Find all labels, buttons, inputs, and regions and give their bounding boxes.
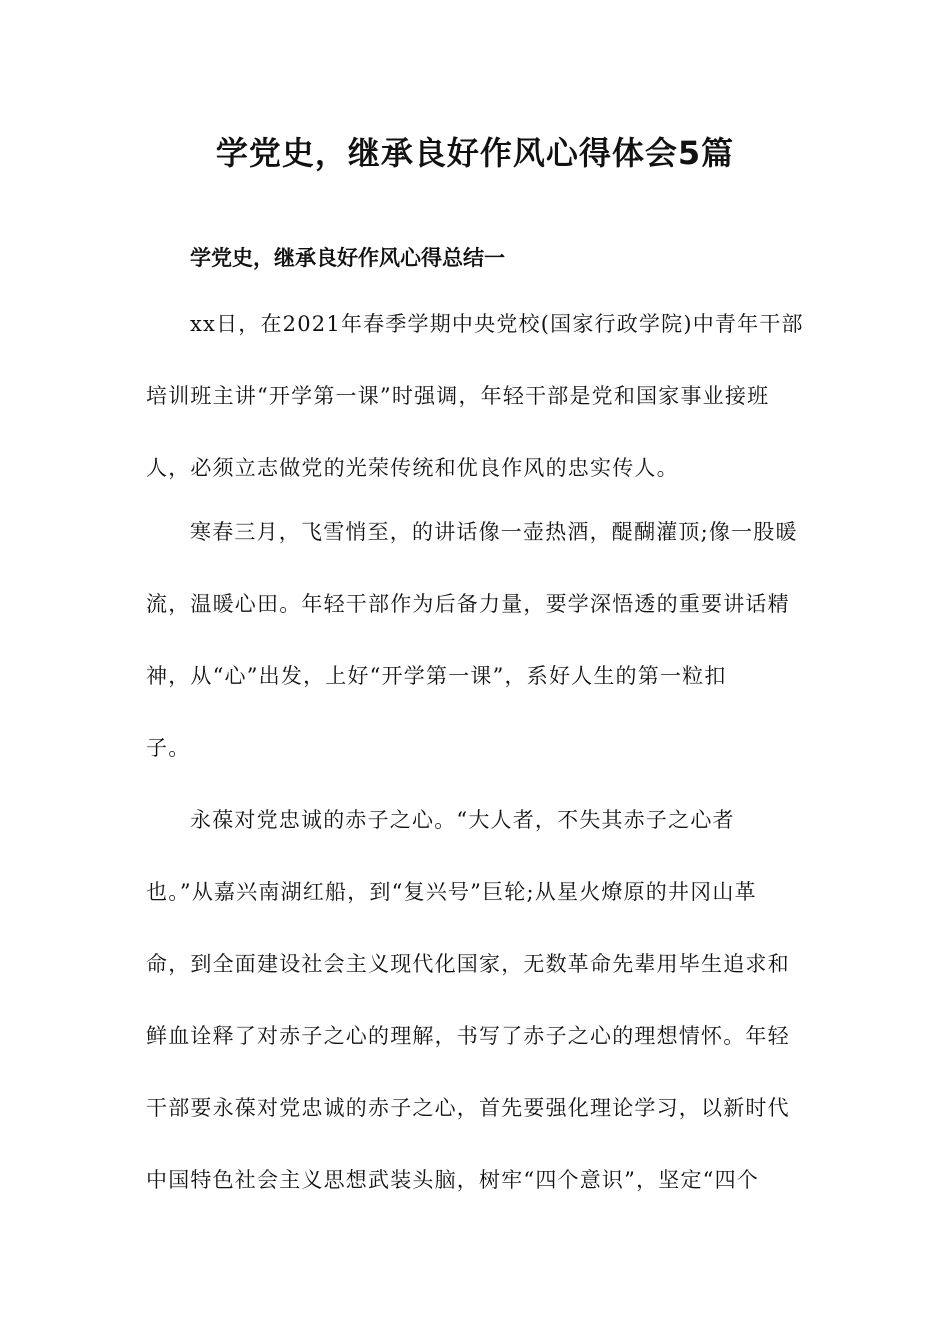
paragraph-line: 也。”从嘉兴南湖红船，到“复兴号”巨轮;从星火燎原的井冈山革 bbox=[146, 880, 757, 904]
paragraph-line: 流，温暖心田。年轻干部作为后备力量，要学深悟透的重要讲话精 bbox=[146, 592, 790, 616]
paragraph-line: 干部要永葆对党忠诚的赤子之心，首先要强化理论学习，以新时代 bbox=[146, 1096, 790, 1120]
paragraph-line: 神，从“心”出发，上好“开学第一课”，系好人生的第一粒扣 bbox=[146, 664, 727, 688]
paragraph-line: 培训班主讲“开学第一课”时强调，年轻干部是党和国家事业接班 bbox=[146, 384, 770, 408]
paragraph-line: 子。 bbox=[146, 736, 191, 760]
paragraph-line: 寒春三月，飞雪悄至，的讲话像一壶热酒，醍醐灌顶;像一股暖 bbox=[190, 520, 798, 544]
paragraph-line: 永葆对党忠诚的赤子之心。“大人者，不失其赤子之心者 bbox=[190, 808, 735, 832]
document-title: 学党史，继承良好作风心得体会5篇 bbox=[215, 134, 735, 172]
paragraph-line: 命，到全面建设社会主义现代化国家，无数革命先辈用毕生追求和 bbox=[146, 952, 790, 976]
paragraph-line: xx日，在2021年春季学期中央党校(国家行政学院)中青年干部 bbox=[190, 312, 804, 336]
paragraph-line: 中国特色社会主义思想武装头脑，树牢“四个意识”，坚定“四个 bbox=[146, 1168, 760, 1192]
section-heading: 学党史，继承良好作风心得总结一 bbox=[190, 246, 505, 270]
paragraph-line: 鲜血诠释了对赤子之心的理解，书写了赤子之心的理想情怀。年轻 bbox=[146, 1024, 790, 1048]
paragraph-line: 人，必须立志做党的光荣传统和优良作风的忠实传人。 bbox=[146, 456, 679, 480]
